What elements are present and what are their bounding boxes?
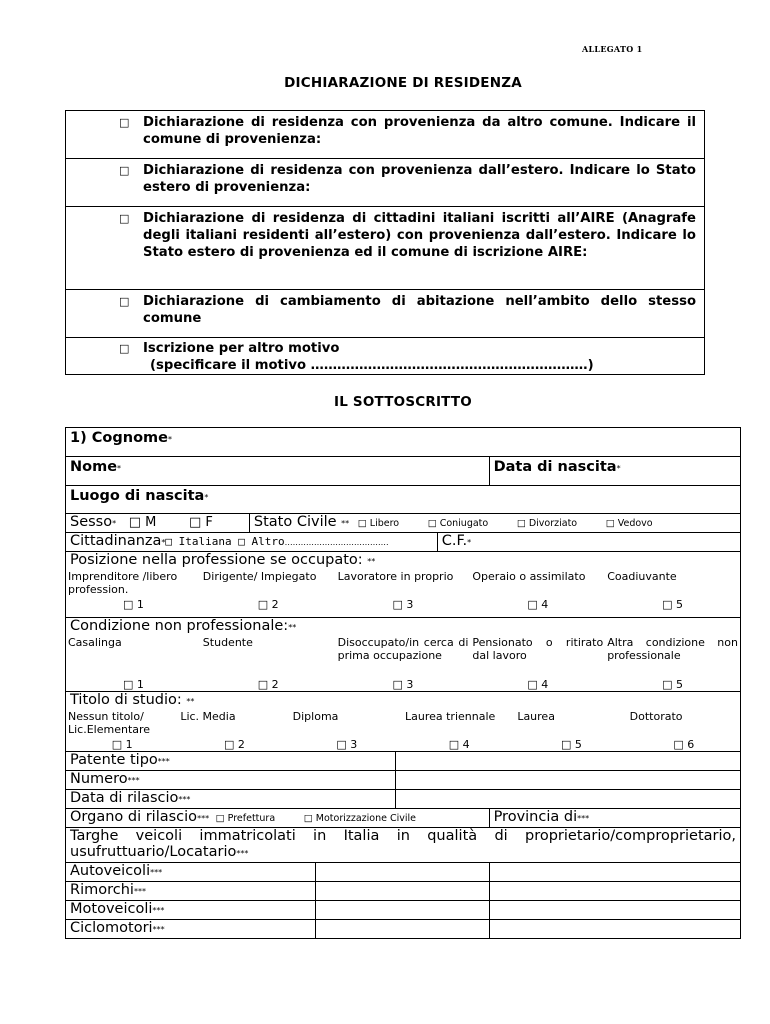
titolo-option[interactable]: Nessun titolo/ Lic.Elementare □ 1 <box>68 710 151 751</box>
organo-rilascio-field: Organo di rilascio*** □ Prefettura □ Motorizzazione Civile <box>66 809 490 828</box>
patente-field[interactable]: Patente tipo*** <box>66 752 396 771</box>
provincia-field[interactable]: Provincia di*** <box>489 809 740 828</box>
cf-field[interactable]: C.F.* <box>437 533 740 552</box>
data-rilascio-label: Data di rilascio <box>70 790 179 806</box>
titolo-section: Titolo di studio: ** Nessun titolo/ Lic.Elementare □ 1 Lic. Media □ 2 Diploma □ 3 Laurea triennale □ 4 Laurea □ 5 Dottorato □ 6 <box>66 692 741 752</box>
option-altro-comune <box>66 111 704 151</box>
autoveicoli-targa-2[interactable] <box>489 863 740 882</box>
titolo-option[interactable]: Diploma □ 3 <box>292 710 358 751</box>
option-altro-motivo-line1: Iscrizione per altro motivo <box>143 341 340 356</box>
provincia-label: Provincia di <box>493 809 578 825</box>
numero-field[interactable]: Numero*** <box>66 771 396 790</box>
luogo-nascita-field[interactable]: Luogo di nascita* <box>66 486 741 514</box>
motoveicoli-targa-1[interactable] <box>315 901 489 920</box>
rimorchi-field: Rimorchi*** <box>66 882 316 901</box>
rimorchi-targa-2[interactable] <box>489 882 740 901</box>
patente-value[interactable] <box>395 752 740 771</box>
coniugato-checkbox[interactable]: □ Coniugato <box>427 518 489 529</box>
condizione-label: Condizione non professionale: <box>70 618 289 634</box>
sottoscritto-heading: IL SOTTOSCRITTO <box>334 394 472 410</box>
numero-value[interactable] <box>395 771 740 790</box>
titolo-label: Titolo di studio: <box>70 692 182 708</box>
motoveicoli-targa-2[interactable] <box>489 901 740 920</box>
titolo-option[interactable]: Dottorato □ 6 <box>629 710 695 751</box>
option-estero <box>66 159 704 199</box>
posizione-option[interactable]: Dirigente/ Impiegato □ 2 <box>202 570 317 611</box>
cittadinanza-dots: ………………………………… <box>284 538 389 547</box>
residence-type-options <box>65 110 705 375</box>
option-aire-text: Dichiarazione di residenza di cittadini italiani iscritti all’AIRE (Anagrafe degli italiani residenti all’estero) con provenienza dall’estero. Indicare lo Stato estero di provenienza ed il comune di iscrizione AIRE: <box>143 211 696 260</box>
checkbox-cambio-abitazione[interactable]: □ <box>119 295 130 308</box>
option-altro-motivo-line2: (specificare il motivo ………………………………………………………) <box>150 358 594 373</box>
motorizzazione-checkbox[interactable]: □ Motorizzazione Civile <box>303 813 417 824</box>
condizione-option[interactable]: Disoccupato/in cerca di prima occupazione □ 3 <box>337 636 469 691</box>
targhe-label: Targhe veicoli immatricolati in Italia in qualità di proprietario/comproprietario, usufruttuario/Locatario <box>70 828 736 860</box>
nome-field[interactable]: Nome* <box>66 457 490 486</box>
libero-checkbox[interactable]: □ Libero <box>357 518 400 529</box>
option-altro-motivo <box>66 338 704 374</box>
posizione-option[interactable]: Lavoratore in proprio □ 3 <box>337 570 454 611</box>
checkbox-aire[interactable]: □ <box>119 212 130 225</box>
data-nascita-label: Data di nascita <box>493 459 617 475</box>
posizione-options <box>66 570 740 611</box>
nome-label: Nome <box>70 459 118 475</box>
stato-civile-field: Stato Civile ** □ Libero □ Coniugato □ Divorziato □ Vedovo <box>249 514 740 533</box>
sesso-field: Sesso* □ M □ F <box>66 514 250 533</box>
titolo-option[interactable]: Laurea □ 5 <box>517 710 582 751</box>
titolo-option[interactable]: Laurea triennale □ 4 <box>404 710 496 751</box>
motoveicoli-field: Motoveicoli*** <box>66 901 316 920</box>
ciclomotori-field: Ciclomotori*** <box>66 920 316 939</box>
patente-label: Patente tipo <box>70 752 158 768</box>
condizione-option[interactable]: Altra condizione non professionale □ 5 <box>607 636 738 691</box>
checkbox-estero[interactable]: □ <box>119 164 130 177</box>
checkbox-altro-comune[interactable]: □ <box>119 116 130 129</box>
allegato-label: ALLEGATO 1 <box>582 44 643 54</box>
posizione-option[interactable]: Operaio o assimilato □ 4 <box>472 570 586 611</box>
titolo-options <box>66 710 740 751</box>
data-nascita-field[interactable]: Data di nascita* <box>489 457 740 486</box>
ciclomotori-targa-1[interactable] <box>315 920 489 939</box>
autoveicoli-targa-1[interactable] <box>315 863 489 882</box>
numero-label: Numero <box>70 771 128 787</box>
autoveicoli-field: Autoveicoli*** <box>66 863 316 882</box>
posizione-option[interactable]: Coadiuvante □ 5 <box>607 570 684 611</box>
sesso-f-checkbox[interactable]: □ F <box>188 515 213 530</box>
option-estero-text: Dichiarazione di residenza con provenienza dall’estero. Indicare lo Stato estero di provenienza: <box>143 163 696 195</box>
option-aire <box>66 207 704 264</box>
cognome-label: 1) Cognome <box>70 430 168 446</box>
cf-label: C.F. <box>441 533 468 549</box>
data-rilascio-field[interactable]: Data di rilascio*** <box>66 790 396 809</box>
posizione-section: Posizione nella professione se occupato: ** Imprenditore /libero profession. □ 1 Dirigente/ Impiegato □ 2 Lavoratore in proprio □ 3 Operaio o assimilato □ 4 Coadiuvante □ 5 <box>66 552 741 618</box>
motoveicoli-label: Motoveicoli <box>70 901 153 917</box>
posizione-option[interactable]: Imprenditore /libero profession. □ 1 <box>68 570 178 611</box>
condizione-option[interactable]: Casalinga □ 1 <box>68 636 144 691</box>
rimorchi-targa-1[interactable] <box>315 882 489 901</box>
checkbox-altro-motivo[interactable]: □ <box>119 342 130 355</box>
cittadinanza-field: Cittadinanza*□ Italiana □ Altro………………………………… <box>66 533 438 552</box>
targhe-section: Targhe veicoli immatricolati in Italia in qualità di proprietario/comproprietario, usufruttuario/Locatario*** <box>66 828 741 863</box>
condizione-section: Condizione non professionale:** Casalinga □ 1 Studente □ 2 Disoccupato/in cerca di prima occupazione □ 3 Pensionato o ritirato dal lavoro □ 4 Altra condizione non professionale □ 5 <box>66 618 741 692</box>
ciclomotori-targa-2[interactable] <box>489 920 740 939</box>
personal-data-table <box>65 427 741 939</box>
posizione-label: Posizione nella professione se occupato: <box>70 552 363 568</box>
option-cambio-abitazione <box>66 290 704 330</box>
luogo-nascita-label: Luogo di nascita <box>70 488 205 504</box>
ciclomotori-label: Ciclomotori <box>70 920 153 936</box>
organo-label: Organo di rilascio <box>70 809 198 825</box>
cognome-field[interactable]: 1) Cognome* <box>66 428 741 457</box>
sesso-m-checkbox[interactable]: □ M <box>128 515 157 530</box>
data-rilascio-value[interactable] <box>395 790 740 809</box>
titolo-option[interactable]: Lic. Media □ 2 <box>180 710 245 751</box>
divorziato-checkbox[interactable]: □ Divorziato <box>516 518 578 529</box>
condizione-option[interactable]: Studente □ 2 <box>202 636 279 691</box>
condizione-option[interactable]: Pensionato o ritirato dal lavoro □ 4 <box>472 636 604 691</box>
option-altro-comune-text: Dichiarazione di residenza con provenienza da altro comune. Indicare il comune di provenienza: <box>143 115 696 147</box>
stato-civile-label: Stato Civile <box>253 514 337 530</box>
option-cambio-abitazione-text: Dichiarazione di cambiamento di abitazione nell’ambito dello stesso comune <box>143 294 696 326</box>
document-title: DICHIARAZIONE DI RESIDENZA <box>284 75 522 91</box>
rimorchi-label: Rimorchi <box>70 882 134 898</box>
prefettura-checkbox[interactable]: □ Prefettura <box>215 813 276 824</box>
cittadinanza-label: Cittadinanza <box>70 533 162 549</box>
cittadinanza-options[interactable]: □ Italiana □ Altro <box>165 535 285 548</box>
condizione-options <box>66 636 740 691</box>
sesso-label: Sesso <box>70 514 113 530</box>
vedovo-checkbox[interactable]: □ Vedovo <box>605 518 653 529</box>
autoveicoli-label: Autoveicoli <box>70 863 151 879</box>
